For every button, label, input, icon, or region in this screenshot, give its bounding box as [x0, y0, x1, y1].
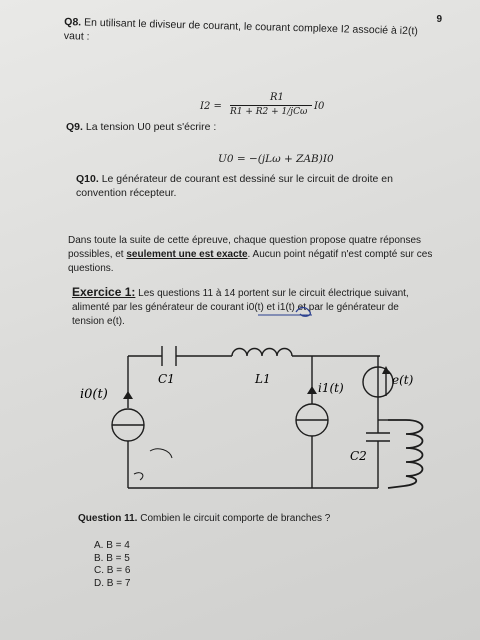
label-c2: C2: [350, 449, 367, 463]
label-e: e(t): [392, 373, 414, 387]
page-number: 9: [436, 14, 442, 25]
q11-answers: [94, 540, 130, 590]
q11-answer-d[interactable]: D. B = 7: [94, 577, 131, 589]
node-mark-left: [134, 473, 143, 480]
q11-block: [78, 512, 330, 526]
exercise-line2: alimenté par les générateur de courant i0(t) et i1(t) et par le générateur de: [72, 302, 399, 313]
node-mark-right: [150, 449, 172, 458]
label-i1: i1(t): [318, 381, 344, 395]
q8-text: En utilisant le diviseur de courant, le courant complexe I2 associé à i2(t): [83, 16, 418, 38]
q11-text: Combien le circuit comporte de branches ?: [140, 513, 331, 524]
exercise-title: Exercice 1:: [72, 285, 136, 299]
q10-line1: Le générateur de courant est dessiné sur le circuit de droite en: [101, 173, 393, 185]
q8-label: Q8.: [64, 16, 82, 29]
label-c1: C1: [158, 372, 175, 386]
label-l1: L1: [255, 372, 271, 386]
q10-label: Q10.: [76, 173, 99, 185]
intro-line2-post: . Aucun point négatif n'est compté sur ces: [247, 249, 433, 260]
q8-text-end: vaut :: [63, 30, 90, 43]
q8-formula-lhs: I2 =: [200, 101, 222, 112]
q10-line2: convention récepteur.: [76, 187, 177, 199]
q11-answer-c[interactable]: C. B = 6: [94, 565, 131, 576]
intro-line2-pre: possibles, et: [68, 249, 127, 260]
intro-line1: Dans toute la suite de cette épreuve, chaque question propose quatre réponses: [68, 235, 422, 246]
q11-answer-a[interactable]: A. B = 4: [94, 540, 130, 551]
i0-arrow-head: [123, 391, 133, 399]
l1-coil: [232, 349, 292, 356]
handwritten-inductor: [388, 420, 423, 488]
q9-label: Q9.: [66, 121, 83, 133]
q11-label: Question 11.: [78, 513, 138, 524]
q8-formula-numerator: R1: [270, 92, 284, 103]
exercise-line1: Les questions 11 à 14 portent sur le circuit électrique suivant,: [138, 288, 409, 299]
q9-text: La tension U0 peut s'écrire :: [85, 121, 217, 133]
i1-arrow-head: [307, 386, 317, 394]
exercise-line3: tension e(t).: [72, 316, 125, 327]
label-i0: i0(t): [80, 387, 108, 402]
q8-formula-denominator: R1 + R2 + 1/jCω: [230, 107, 308, 117]
intro-line3: questions.: [68, 263, 114, 274]
q8-formula-tail: I0: [314, 101, 325, 112]
intro-emphasis: seulement une est exacte: [126, 249, 248, 260]
q9-formula: U0 = −(jLω + ZAB)I0: [218, 153, 334, 165]
q11-answer-b[interactable]: B. B = 5: [94, 552, 130, 564]
